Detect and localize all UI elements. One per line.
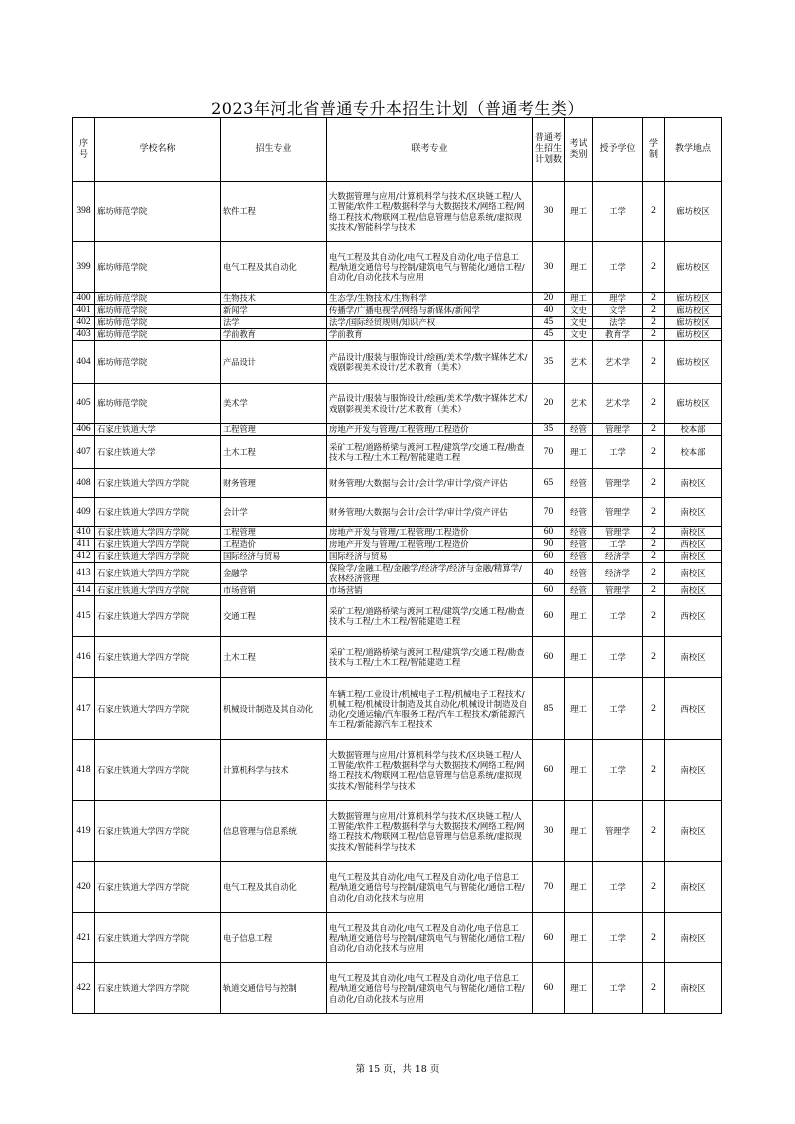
header-school: 学校名称: [95, 118, 221, 182]
school-cell: 石家庄铁道大学四方学院: [95, 551, 221, 563]
school-cell: 廊坊师范学院: [95, 384, 221, 424]
table-row: [73, 424, 722, 436]
school-cell: 石家庄铁道大学四方学院: [95, 963, 221, 1014]
location-cell: 廊坊校区: [665, 305, 722, 317]
location-cell: 南校区: [665, 637, 722, 678]
table-row: [73, 341, 722, 384]
seq-cell: 422: [73, 963, 95, 1014]
major-cell: 会计学: [221, 498, 327, 527]
location-cell: 西校区: [665, 539, 722, 551]
school-cell: 石家庄铁道大学四方学院: [95, 637, 221, 678]
major-cell: 生物技术: [221, 293, 327, 305]
quota-cell: 60: [533, 913, 565, 963]
quota-cell: 35: [533, 341, 565, 384]
related-majors-cell: 学前教育: [327, 329, 533, 341]
major-cell: 土木工程: [221, 637, 327, 678]
school-cell: 石家庄铁道大学四方学院: [95, 539, 221, 551]
seq-cell: 408: [73, 469, 95, 498]
table-row: [73, 317, 722, 329]
header-category: 考试类别: [565, 118, 593, 182]
seq-cell: 418: [73, 740, 95, 801]
degree-cell: 经济学: [593, 551, 643, 563]
category-cell: 经管: [565, 527, 593, 539]
years-cell: 2: [643, 242, 665, 293]
table-row: [73, 293, 722, 305]
degree-cell: 工学: [593, 242, 643, 293]
degree-cell: 工学: [593, 740, 643, 801]
years-cell: 2: [643, 539, 665, 551]
years-cell: 2: [643, 293, 665, 305]
school-cell: 廊坊师范学院: [95, 329, 221, 341]
table-row: [73, 527, 722, 539]
degree-cell: 工学: [593, 862, 643, 913]
school-cell: 石家庄铁道大学四方学院: [95, 469, 221, 498]
related-majors-cell: 大数据管理与应用/计算机科学与技术/区块链工程/人工智能/软件工程/数据科学与大数据技术/网络工程/网络工程技术/物联网工程/信息管理与信息系统/虚拟现实技术/智能科学与技术: [327, 182, 533, 242]
school-cell: 廊坊师范学院: [95, 242, 221, 293]
seq-cell: 404: [73, 341, 95, 384]
table-row: [73, 637, 722, 678]
related-majors-cell: 国际经济与贸易: [327, 551, 533, 563]
related-majors-cell: 财务管理/大数据与会计/会计学/审计学/资产评估: [327, 498, 533, 527]
major-cell: 新闻学: [221, 305, 327, 317]
seq-cell: 406: [73, 424, 95, 436]
quota-cell: 70: [533, 436, 565, 469]
category-cell: 理工: [565, 740, 593, 801]
years-cell: 2: [643, 498, 665, 527]
location-cell: 廊坊校区: [665, 329, 722, 341]
years-cell: 2: [643, 341, 665, 384]
quota-cell: 60: [533, 527, 565, 539]
table-row: [73, 801, 722, 862]
related-majors-cell: 房地产开发与管理/工程管理/工程造价: [327, 527, 533, 539]
school-cell: 石家庄铁道大学: [95, 436, 221, 469]
seq-cell: 420: [73, 862, 95, 913]
quota-cell: 30: [533, 182, 565, 242]
major-cell: 财务管理: [221, 469, 327, 498]
category-cell: 理工: [565, 293, 593, 305]
degree-cell: 工学: [593, 913, 643, 963]
years-cell: 2: [643, 637, 665, 678]
quota-cell: 70: [533, 498, 565, 527]
location-cell: 南校区: [665, 740, 722, 801]
major-cell: 土木工程: [221, 436, 327, 469]
years-cell: 2: [643, 317, 665, 329]
quota-cell: 60: [533, 637, 565, 678]
school-cell: 廊坊师范学院: [95, 293, 221, 305]
quota-cell: 60: [533, 963, 565, 1014]
location-cell: 校本部: [665, 424, 722, 436]
seq-cell: 403: [73, 329, 95, 341]
degree-cell: 工学: [593, 678, 643, 740]
school-cell: 石家庄铁道大学四方学院: [95, 527, 221, 539]
seq-cell: 400: [73, 293, 95, 305]
seq-cell: 411: [73, 539, 95, 551]
degree-cell: 工学: [593, 963, 643, 1014]
category-cell: 文史: [565, 305, 593, 317]
location-cell: 南校区: [665, 498, 722, 527]
related-majors-cell: 电气工程及其自动化/电气工程及自动化/电子信息工程/轨道交通信号与控制/建筑电气与智能化/通信工程/自动化/自动化技术与应用: [327, 862, 533, 913]
header-quota: 普通考生招生计划数: [533, 118, 565, 182]
category-cell: 经管: [565, 551, 593, 563]
table-row: [73, 584, 722, 596]
years-cell: 2: [643, 329, 665, 341]
degree-cell: 工学: [593, 182, 643, 242]
category-cell: 理工: [565, 678, 593, 740]
header-location: 教学地点: [665, 118, 722, 182]
major-cell: 电子信息工程: [221, 913, 327, 963]
location-cell: 南校区: [665, 584, 722, 596]
table-row: [73, 678, 722, 740]
degree-cell: 法学: [593, 317, 643, 329]
quota-cell: 60: [533, 596, 565, 637]
school-cell: 石家庄铁道大学四方学院: [95, 740, 221, 801]
degree-cell: 教育学: [593, 329, 643, 341]
location-cell: 南校区: [665, 862, 722, 913]
category-cell: 理工: [565, 242, 593, 293]
years-cell: 2: [643, 801, 665, 862]
degree-cell: 工学: [593, 596, 643, 637]
table-row: [73, 498, 722, 527]
table-row: [73, 469, 722, 498]
years-cell: 2: [643, 424, 665, 436]
location-cell: 廊坊校区: [665, 341, 722, 384]
quota-cell: 45: [533, 329, 565, 341]
table-body: [73, 182, 722, 1014]
degree-cell: 理学: [593, 293, 643, 305]
location-cell: 廊坊校区: [665, 384, 722, 424]
school-cell: 廊坊师范学院: [95, 341, 221, 384]
category-cell: 理工: [565, 913, 593, 963]
years-cell: 2: [643, 305, 665, 317]
table-row: [73, 384, 722, 424]
table-row: [73, 740, 722, 801]
major-cell: 软件工程: [221, 182, 327, 242]
degree-cell: 工学: [593, 637, 643, 678]
related-majors-cell: 传播学/广播电视学/网络与新媒体/新闻学: [327, 305, 533, 317]
seq-cell: 415: [73, 596, 95, 637]
location-cell: 西校区: [665, 596, 722, 637]
degree-cell: 管理学: [593, 801, 643, 862]
header-seq: 序号: [73, 118, 95, 182]
seq-cell: 398: [73, 182, 95, 242]
table-row: [73, 551, 722, 563]
category-cell: 经管: [565, 424, 593, 436]
major-cell: 电气工程及其自动化: [221, 862, 327, 913]
degree-cell: 工学: [593, 539, 643, 551]
quota-cell: 60: [533, 740, 565, 801]
table-row: [73, 913, 722, 963]
quota-cell: 60: [533, 584, 565, 596]
major-cell: 产品设计: [221, 341, 327, 384]
school-cell: 廊坊师范学院: [95, 182, 221, 242]
category-cell: 经管: [565, 498, 593, 527]
related-majors-cell: 生态学/生物技术/生物科学: [327, 293, 533, 305]
related-majors-cell: 房地产开发与管理/工程管理/工程造价: [327, 424, 533, 436]
related-majors-cell: 保险学/金融工程/金融学/经济学/经济与金融/精算学/农林经济管理: [327, 563, 533, 584]
category-cell: 理工: [565, 963, 593, 1014]
quota-cell: 70: [533, 862, 565, 913]
location-cell: 校本部: [665, 436, 722, 469]
major-cell: 交通工程: [221, 596, 327, 637]
location-cell: 廊坊校区: [665, 182, 722, 242]
school-cell: 石家庄铁道大学四方学院: [95, 862, 221, 913]
category-cell: 文史: [565, 329, 593, 341]
years-cell: 2: [643, 384, 665, 424]
quota-cell: 65: [533, 469, 565, 498]
category-cell: 经管: [565, 563, 593, 584]
seq-cell: 421: [73, 913, 95, 963]
related-majors-cell: 采矿工程/道路桥梁与渡河工程/建筑学/交通工程/勘查技术与工程/土木工程/智能建造工程: [327, 436, 533, 469]
years-cell: 2: [643, 563, 665, 584]
major-cell: 工程管理: [221, 424, 327, 436]
seq-cell: 399: [73, 242, 95, 293]
page-footer: 第 15 页，共 18 页: [355, 1064, 440, 1075]
degree-cell: 艺术学: [593, 384, 643, 424]
major-cell: 法学: [221, 317, 327, 329]
table-row: [73, 963, 722, 1014]
seq-cell: 409: [73, 498, 95, 527]
degree-cell: 工学: [593, 436, 643, 469]
school-cell: 廊坊师范学院: [95, 317, 221, 329]
quota-cell: 60: [533, 551, 565, 563]
category-cell: 艺术: [565, 384, 593, 424]
major-cell: 工程管理: [221, 527, 327, 539]
quota-cell: 40: [533, 563, 565, 584]
seq-cell: 410: [73, 527, 95, 539]
related-majors-cell: 采矿工程/道路桥梁与渡河工程/建筑学/交通工程/勘查技术与工程/土木工程/智能建造工程: [327, 596, 533, 637]
years-cell: 2: [643, 527, 665, 539]
degree-cell: 经济学: [593, 563, 643, 584]
enrollment-plan-table: [72, 117, 722, 1014]
header-row: [73, 118, 722, 182]
location-cell: 南校区: [665, 563, 722, 584]
degree-cell: 管理学: [593, 469, 643, 498]
related-majors-cell: 电气工程及其自动化/电气工程及自动化/电子信息工程/轨道交通信号与控制/建筑电气与智能化/通信工程/自动化/自动化技术与应用: [327, 913, 533, 963]
major-cell: 计算机科学与技术: [221, 740, 327, 801]
quota-cell: 40: [533, 305, 565, 317]
years-cell: 2: [643, 678, 665, 740]
seq-cell: 402: [73, 317, 95, 329]
related-majors-cell: 车辆工程/工业设计/机械电子工程/机械电子工程技术/机械工程/机械设计制造及其自动化/机械设计制造及自动化/交通运输/汽车服务工程/汽车工程技术/新能源汽车工程/新能源汽车工程技术: [327, 678, 533, 740]
major-cell: 市场营销: [221, 584, 327, 596]
seq-cell: 413: [73, 563, 95, 584]
quota-cell: 30: [533, 242, 565, 293]
degree-cell: 管理学: [593, 498, 643, 527]
seq-cell: 412: [73, 551, 95, 563]
related-majors-cell: 产品设计/服装与服饰设计/绘画/美术学/数字媒体艺术/戏剧影视美术设计/艺术教育（美术）: [327, 341, 533, 384]
category-cell: 理工: [565, 862, 593, 913]
years-cell: 2: [643, 551, 665, 563]
table-row: [73, 329, 722, 341]
related-majors-cell: 采矿工程/道路桥梁与渡河工程/建筑学/交通工程/勘查技术与工程/土木工程/智能建造工程: [327, 637, 533, 678]
related-majors-cell: 电气工程及其自动化/电气工程及自动化/电子信息工程/轨道交通信号与控制/建筑电气与智能化/通信工程/自动化/自动化技术与应用: [327, 963, 533, 1014]
years-cell: 2: [643, 740, 665, 801]
seq-cell: 405: [73, 384, 95, 424]
related-majors-cell: 产品设计/服装与服饰设计/绘画/美术学/数字媒体艺术/戏剧影视美术设计/艺术教育（美术）: [327, 384, 533, 424]
major-cell: 美术学: [221, 384, 327, 424]
years-cell: 2: [643, 862, 665, 913]
related-majors-cell: 电气工程及其自动化/电气工程及自动化/电子信息工程/轨道交通信号与控制/建筑电气与智能化/通信工程/自动化/自动化技术与应用: [327, 242, 533, 293]
school-cell: 石家庄铁道大学四方学院: [95, 563, 221, 584]
category-cell: 经管: [565, 584, 593, 596]
years-cell: 2: [643, 963, 665, 1014]
location-cell: 南校区: [665, 913, 722, 963]
location-cell: 南校区: [665, 469, 722, 498]
header-related-majors: 联考专业: [327, 118, 533, 182]
quota-cell: 30: [533, 801, 565, 862]
degree-cell: 管理学: [593, 527, 643, 539]
location-cell: 廊坊校区: [665, 242, 722, 293]
location-cell: 南校区: [665, 963, 722, 1014]
related-majors-cell: 法学/国际经贸规则/知识产权: [327, 317, 533, 329]
school-cell: 石家庄铁道大学四方学院: [95, 913, 221, 963]
school-cell: 石家庄铁道大学四方学院: [95, 801, 221, 862]
related-majors-cell: 财务管理/大数据与会计/会计学/审计学/资产评估: [327, 469, 533, 498]
seq-cell: 407: [73, 436, 95, 469]
seq-cell: 414: [73, 584, 95, 596]
location-cell: 南校区: [665, 551, 722, 563]
location-cell: 廊坊校区: [665, 317, 722, 329]
major-cell: 轨道交通信号与控制: [221, 963, 327, 1014]
degree-cell: 管理学: [593, 424, 643, 436]
years-cell: 2: [643, 596, 665, 637]
degree-cell: 管理学: [593, 584, 643, 596]
school-cell: 石家庄铁道大学四方学院: [95, 596, 221, 637]
category-cell: 理工: [565, 182, 593, 242]
location-cell: 南校区: [665, 801, 722, 862]
header-major: 招生专业: [221, 118, 327, 182]
major-cell: 信息管理与信息系统: [221, 801, 327, 862]
table-row: [73, 242, 722, 293]
category-cell: 理工: [565, 596, 593, 637]
table-row: [73, 305, 722, 317]
table-row: [73, 182, 722, 242]
quota-cell: 90: [533, 539, 565, 551]
table-row: [73, 862, 722, 913]
related-majors-cell: 大数据管理与应用/计算机科学与技术/区块链工程/人工智能/软件工程/数据科学与大数据技术/网络工程/网络工程技术/物联网工程/信息管理与信息系统/虚拟现实技术/智能科学与技术: [327, 801, 533, 862]
major-cell: 工程造价: [221, 539, 327, 551]
degree-cell: 文学: [593, 305, 643, 317]
years-cell: 2: [643, 436, 665, 469]
years-cell: 2: [643, 913, 665, 963]
category-cell: 文史: [565, 317, 593, 329]
table-row: [73, 436, 722, 469]
category-cell: 经管: [565, 539, 593, 551]
school-cell: 石家庄铁道大学四方学院: [95, 498, 221, 527]
quota-cell: 20: [533, 293, 565, 305]
seq-cell: 401: [73, 305, 95, 317]
page-title: 2023年河北省普通专升本招生计划（普通考生类）: [211, 99, 584, 118]
header-years: 学制: [643, 118, 665, 182]
major-cell: 国际经济与贸易: [221, 551, 327, 563]
major-cell: 金融学: [221, 563, 327, 584]
years-cell: 2: [643, 584, 665, 596]
school-cell: 廊坊师范学院: [95, 305, 221, 317]
quota-cell: 20: [533, 384, 565, 424]
table-row: [73, 596, 722, 637]
quota-cell: 35: [533, 424, 565, 436]
category-cell: 经管: [565, 469, 593, 498]
years-cell: 2: [643, 182, 665, 242]
quota-cell: 45: [533, 317, 565, 329]
table-row: [73, 539, 722, 551]
table-row: [73, 563, 722, 584]
years-cell: 2: [643, 469, 665, 498]
related-majors-cell: 房地产开发与管理/工程管理/工程造价: [327, 539, 533, 551]
category-cell: 艺术: [565, 341, 593, 384]
school-cell: 石家庄铁道大学四方学院: [95, 584, 221, 596]
related-majors-cell: 市场营销: [327, 584, 533, 596]
related-majors-cell: 大数据管理与应用/计算机科学与技术/区块链工程/人工智能/软件工程/数据科学与大数据技术/网络工程/网络工程技术/物联网工程/信息管理与信息系统/虚拟现实技术/智能科学与技术: [327, 740, 533, 801]
category-cell: 理工: [565, 801, 593, 862]
category-cell: 理工: [565, 637, 593, 678]
seq-cell: 417: [73, 678, 95, 740]
location-cell: 廊坊校区: [665, 293, 722, 305]
location-cell: 南校区: [665, 527, 722, 539]
degree-cell: 艺术学: [593, 341, 643, 384]
header-degree: 授予学位: [593, 118, 643, 182]
seq-cell: 419: [73, 801, 95, 862]
major-cell: 机械设计制造及其自动化: [221, 678, 327, 740]
school-cell: 石家庄铁道大学四方学院: [95, 678, 221, 740]
major-cell: 学前教育: [221, 329, 327, 341]
location-cell: 西校区: [665, 678, 722, 740]
seq-cell: 416: [73, 637, 95, 678]
major-cell: 电气工程及其自动化: [221, 242, 327, 293]
category-cell: 理工: [565, 436, 593, 469]
quota-cell: 85: [533, 678, 565, 740]
school-cell: 石家庄铁道大学: [95, 424, 221, 436]
